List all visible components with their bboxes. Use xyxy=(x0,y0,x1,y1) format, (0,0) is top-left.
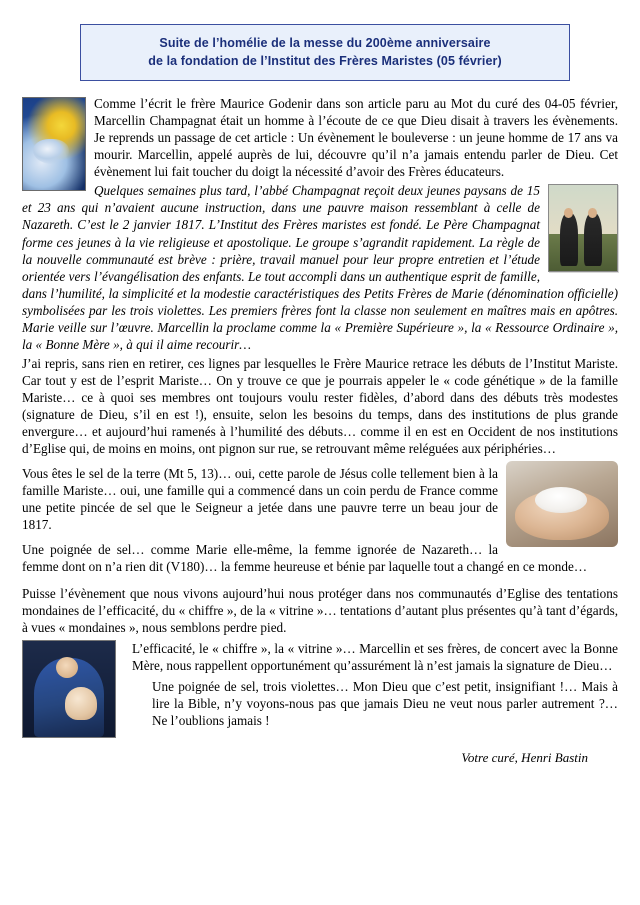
paragraph-3: J’ai repris, sans rien en retirer, ces lignes par lesquelles le Frère Maurice retrace les débuts de l’Institut Mariste. Car tout y est de l’esprit Mariste… On y trouve ce que je pourrais appeler le « code génétique » de la famille Mariste… ce à quoi ses membres ont toujours voulu rester fidèles, d’abord dans des débuts très modestes (signature de Dieu, s’il en est !), ensuite, selon les besoins du temps, dans des institutions de plus grande envergure… et aujourd’hui ramenés à l’humilité des débuts… comme il en est en Occident de nos institutions d’Eglise qui, de moins en moins, ont pignon sur rue, se retrouvant même reléguées aux périphéries… xyxy=(22,355,618,456)
marist-brothers-photo xyxy=(548,184,618,272)
brother-head-left xyxy=(564,208,573,218)
madonna-and-child-illustration xyxy=(22,640,116,738)
paragraph-5: Une poignée de sel… comme Marie elle-même, la femme ignorée de Nazareth… la femme dont on n’a rien dit (V180)… la femme heureuse et bénie par laquelle tout a changé en ce monde… xyxy=(22,542,588,575)
paragraph-8: Une poignée de sel, trois violettes… Mon Dieu que c’est petit, insignifiant !… Mais à lire la Bible, n’y voyons-nous pas que jamais Dieu ne veut nous parler autrement ?… Ne l’oublions jamais ! xyxy=(152,679,618,729)
photo-sky xyxy=(549,185,617,235)
paragraph-7: L’efficacité, le « chiffre », la « vitrine »… Marcellin et ses frères, de concert avec la Bonne Mère, nous rappellent opportunément qu’assurément là n’est jamais la signature de Dieu… xyxy=(132,641,618,674)
salt-pile xyxy=(535,487,587,513)
brother-figure-right xyxy=(584,213,602,266)
brother-figure-left xyxy=(560,213,578,266)
paragraph-6: Puisse l’évènement que nous vivons aujourd’hui nous protéger dans nos communautés d’Eglise des tentations mondaines de l’efficacité, du « chiffre », de la « vitrine »… tentations d’autant plus présentes qu’à tant d’égards, à vues « mondaines », nous semblons perdre pied. xyxy=(22,586,618,636)
paragraph-1: Comme l’écrit le frère Maurice Godenir dans son article paru au Mot du curé des 04-05 février, Marcellin Champagnat était un homme à l’écoute de ce que Dieu disait à travers les évènements. Je reprends un passage de cet article : Un évènement le bouleverse : un jeune homme de 17 ans va mourir. Marcellin, appelé auprès de lui, découvre qu’il n’a jamais entendu parler de Dieu. Cet évènement lui fait toucher du doigt la nécessité d’avoir des Frères éducateurs. xyxy=(94,96,618,180)
hand-holding-salt-photo xyxy=(506,461,618,547)
homily-body xyxy=(22,95,618,767)
paragraph-2: Quelques semaines plus tard, l’abbé Champagnat reçoit deux jeunes paysans de 15 et 23 ans qui n’avaient aucune instruction, dans une pauvre maison ressemblant à celle de Nazareth. C’est le 2 janvier 1817. L’Institut des Frères maristes est fondé. Le Père Champagnat forme ces jeunes à la vie religieuse et apostolique. Le groupe s’agrandit rapidement. La règle de la nouvelle communauté est brève : prière, travail manuel pour leur propre entretien et l’étude orientée vers l’évangélisation des enfants. Le tout accompli dans un authentique esprit de famille, dans l’humilité, la simplicité et la modestie caractéristiques des Petits Frères de Marie (dénomination officielle) symbolisées par les trois violettes. Les premiers frères font la classe non seulement en maîtres mais en apôtres. Marie veille sur l’œuvre. Marcellin la proclame comme la « Première Supérieure », la « Ressource Ordinaire », la « Bonne Mère », à qui il aime recourir… xyxy=(22,183,618,352)
title-line-2: de la fondation de l’Institut des Frères Maristes (05 février) xyxy=(148,54,502,69)
signature: Votre curé, Henri Bastin xyxy=(461,750,588,766)
child-jesus xyxy=(65,687,96,720)
madonna-face xyxy=(56,657,78,678)
champagnat-vision-illustration xyxy=(22,97,86,191)
title-line-1: Suite de l’homélie de la messe du 200ème anniversaire xyxy=(159,36,491,50)
paragraph-4: Vous êtes le sel de la terre (Mt 5, 13)… oui, cette parole de Jésus colle tellement bien à la famille Mariste… oui, une famille qui a commencé dans un coin perdu de France comme une petite pincée de sel que le Seigneur a jetée dans une pauvre terre un beau jour de 1817. xyxy=(22,465,498,532)
homily-title-banner xyxy=(80,24,570,81)
